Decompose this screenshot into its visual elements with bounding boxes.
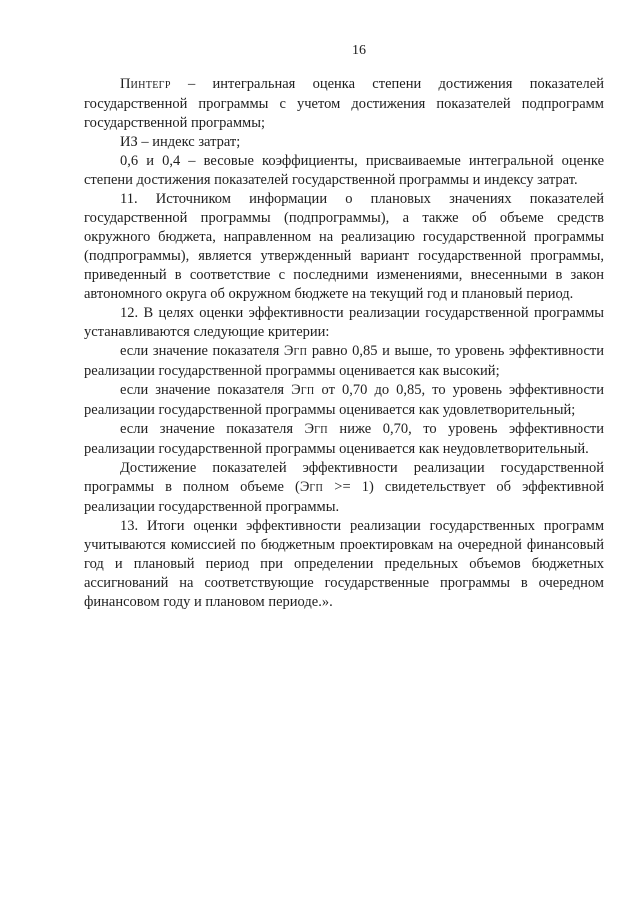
paragraph-integral-definition <box>84 75 604 133</box>
integral-symbol: П <box>120 76 131 92</box>
criterion-satisfactory-subscript: ГП <box>300 386 315 397</box>
paragraph-weight-coefficients: 0,6 и 0,4 – весовые коэффициенты, присваиваемые интегральной оценке степени достижения показателей государственной программы и индексу затрат. <box>84 153 604 188</box>
criterion-high-text-a: если значение показателя Э <box>120 343 294 359</box>
integral-definition-text: – интегральная оценка степени достижения показателей государственной программы с учетом достижения показателей подпрограмм государственной программы; <box>84 76 604 131</box>
integral-symbol-subscript: ИНТЕГР <box>130 80 171 91</box>
paragraph-full-achievement <box>84 459 604 517</box>
criterion-satisfactory <box>84 381 604 420</box>
paragraph-cost-index: ИЗ – индекс затрат; <box>120 134 241 150</box>
criterion-unsatisfactory <box>84 420 604 459</box>
criterion-satisfactory-text-a: если значение показателя Э <box>120 382 301 398</box>
full-achievement-text-a: Достижение показателей эффективности реализации государственной программы в полном объеме (Э <box>84 460 604 495</box>
criterion-satisfactory-text-b: от 0,70 до 0,85, то уровень эффективности реализации государственной программы оценивается как удовлетворительный; <box>84 382 604 418</box>
full-achievement-subscript: ГП <box>309 483 324 494</box>
criterion-unsatisfactory-text-b: ниже 0,70, то уровень эффективности реализации государственной программы оценивается как неудовлетворительный. <box>84 421 604 457</box>
page-number: 16 <box>352 43 366 58</box>
paragraph-item-13: 13. Итоги оценки эффективности реализации государственных программ учитываются комиссией по бюджетным проектировкам на очередной финансовый год и плановый период при определении предельных объемов бюджетных ассигнований на соответствующие государственные программы в очередном финансовом году и плановом периоде.». <box>84 518 604 610</box>
criterion-high-text-b: равно 0,85 и выше, то уровень эффективности реализации государственной программы оценивается как высокий; <box>84 343 604 379</box>
criterion-high <box>84 342 604 381</box>
criterion-unsatisfactory-text-a: если значение показателя Э <box>120 421 315 437</box>
paragraph-item-12: 12. В целях оценки эффективности реализации государственной программы устанавливаются следующие критерии: <box>84 305 604 340</box>
criterion-high-subscript: ГП <box>293 347 308 358</box>
criterion-unsatisfactory-subscript: ГП <box>314 425 328 436</box>
full-achievement-text-b: >= 1) свидетельствует об эффективной реализации государственной программы. <box>84 479 604 515</box>
paragraph-item-11: 11. Источником информации о плановых значениях показателей государственной программы (подпрограммы), а также об объеме средств окружного бюджета, направленном на реализацию государственной программы (подпрограммы), является утвержденный вариант государственной программы, приведенный в соответствие с последними изменениями, внесенными в закон автономного округа об окружном бюджете на текущий год и плановый период. <box>84 191 604 302</box>
